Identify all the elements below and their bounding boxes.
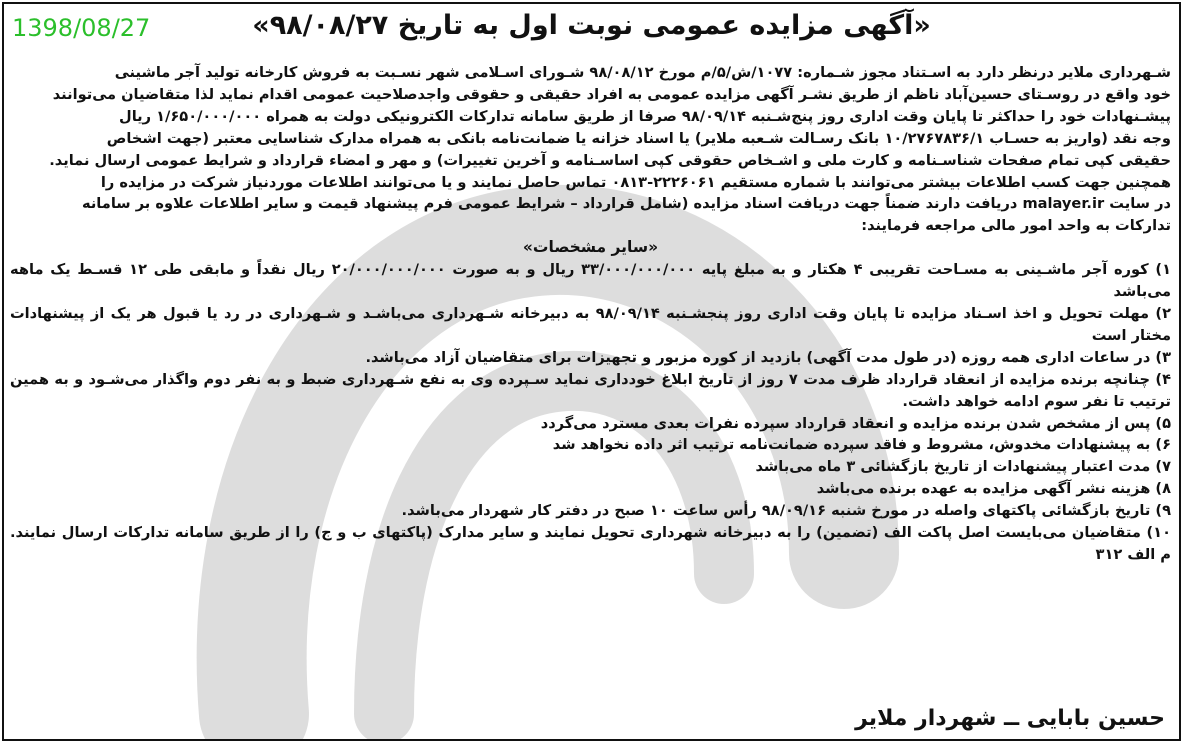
- list-item: ۲) مهلت تحویل و اخذ اسـناد مزایده تا پایان وقت اداری روز پنجشـنبه ۹۸/۰۹/۱۴ به دبیرخانه شـهرداری می‌باشـد و شـهرداری در رد یا قبول هر یک از پیشنهادات مختار است: [10, 304, 1171, 344]
- list-item: ۸) هزینه نشر آگهی مزایده به عهده برنده می‌باشد: [816, 480, 1171, 498]
- list-item: ۱) کوره آجر ماشـینی به مسـاحت تقریبی ۴ هکتار و به مبلغ پایه ۳۳/۰۰۰/۰۰۰/۰۰۰ ریال و به صورت ۲۰/۰۰۰/۰۰۰/۰۰۰ ریال نقداً و مابقی طی ۱۲ قسـط یک ماهه می‌باشد: [10, 261, 1171, 301]
- list-item: ۴) چنانچه برنده مزایده از انعقاد قرارداد ظرف مدت ۷ روز از تاریخ ابلاغ خودداری نماید سـپرده وی به نفع شـهرداری ضبط و به نفر دوم واگذار می‌شـود و به همین ترتیب تا نفر سوم ادامه خواهد داشت.: [10, 370, 1171, 410]
- ad-body: [10, 62, 1171, 566]
- list-item: ۳) در ساعات اداری همه روزه (در طول مدت آگهی) بازدید از کوره مزبور و تجهیزات برای متقاضیان آزاد می‌باشد.: [365, 348, 1171, 366]
- intro-line: پیشـنهادات خود را حداکثر تا پایان وقت اداری روز پنج‌شـنبه ۹۸/۰۹/۱۴ صرفا از طریق سامانه تدارکات الکترونیکی دولت به همراه ۱/۶۵۰/۰۰۰/۰۰۰ ریال: [119, 107, 1171, 125]
- intro-line: خود واقع در روسـتای حسین‌آباد ناظم از طریق نشـر آگهی مزایده عمومی به افراد حقیقی و حقوقی واجدصلاحیت عمومی اقدام نماید لذا متقاضیان می‌توانند: [52, 85, 1171, 103]
- intro-line: وجه نقد (واریز به حسـاب ۱۰/۲۷۶۷۸۳۶/۱ بانک رسـالت شـعبه ملایر) یا اسناد خزانه یا ضمانت‌نامه بانکی به همراه مدارک شناسایی معتبر (جهت اشخاص: [106, 129, 1171, 147]
- list-item: ۹) تاریخ بازگشائی پاکتهای واصله در مورخ شنبه ۹۸/۰۹/۱۶ رأس ساعت ۱۰ صبح در دفتر کار شهردار می‌باشد.: [401, 502, 1171, 520]
- list-item: ۵) پس از مشخص شدن برنده مزایده و انعقاد قرارداد سپرده نفرات بعدی مسترد می‌گردد: [540, 414, 1171, 432]
- intro-line: حقیقی کپی تمام صفحات شناسـنامه و کارت ملی و اشـخاص حقوقی کپی اساسـنامه و آخرین تغییرات) و مهر و امضاء قرارداد و شرایط عمومی ارسال نماید.: [49, 151, 1171, 169]
- intro-line: در سایت malayer.ir دریافت دارند ضمناً جهت دریافت اسناد مزایده (شامل قرارداد – شرایط عمومی فرم پیشنهاد قیمت و سایر اطلاعات علاوه بر سامانه: [81, 195, 1171, 213]
- date-stamp: 1398/08/27: [12, 14, 151, 42]
- list-item: ۱۰) متقاضیان می‌بایست اصل پاکت الف (تضمین) را به دبیرخانه شهرداری تحویل نمایند و سایر مدارک (پاکتهای ب و ج) را از طریق سامانه تدارکات ارسال نمایند. م الف ۳۱۲: [10, 524, 1171, 563]
- section-title: «سایر مشخصات»: [522, 238, 659, 257]
- intro-line: همچنین جهت کسب اطلاعات بیشتر می‌توانند با شماره مستقیم ۲۲۲۶۰۶۱-۰۸۱۳ تماس حاصل نمایند و یا می‌توانند اطلاعات موردنیاز شرکت در مزایده را: [100, 173, 1171, 191]
- intro-line: شـهرداری ملایر درنظر دارد به اسـتناد مجوز شـماره: ۱۰۷۷/ش/۵/م مورخ ۹۸/۰۸/۱۲ شـورای اسـلامی شهر نسـبت به فروش کارخانه تولید آجر ماشینی: [114, 64, 1171, 81]
- advertisement-frame: [2, 2, 1181, 741]
- list-item: ۷) مدت اعتبار پیشنهادات از تاریخ بازگشائی ۳ ماه می‌باشد: [755, 458, 1171, 476]
- intro-line: تدارکات به واحد امور مالی مراجعه فرمایند:: [861, 217, 1171, 235]
- list-item: ۶) به پیشنهادات مخدوش، مشروط و فاقد سپرده ضمانت‌نامه ترتیب اثر داده نخواهد شد: [552, 436, 1171, 454]
- ad-title: «آگهی مزایده عمومی نوبت اول به تاریخ ۹۸/۰۸/۲۷»: [252, 10, 931, 41]
- signature: حسین بابایی ــ شهردار ملایر: [855, 706, 1165, 731]
